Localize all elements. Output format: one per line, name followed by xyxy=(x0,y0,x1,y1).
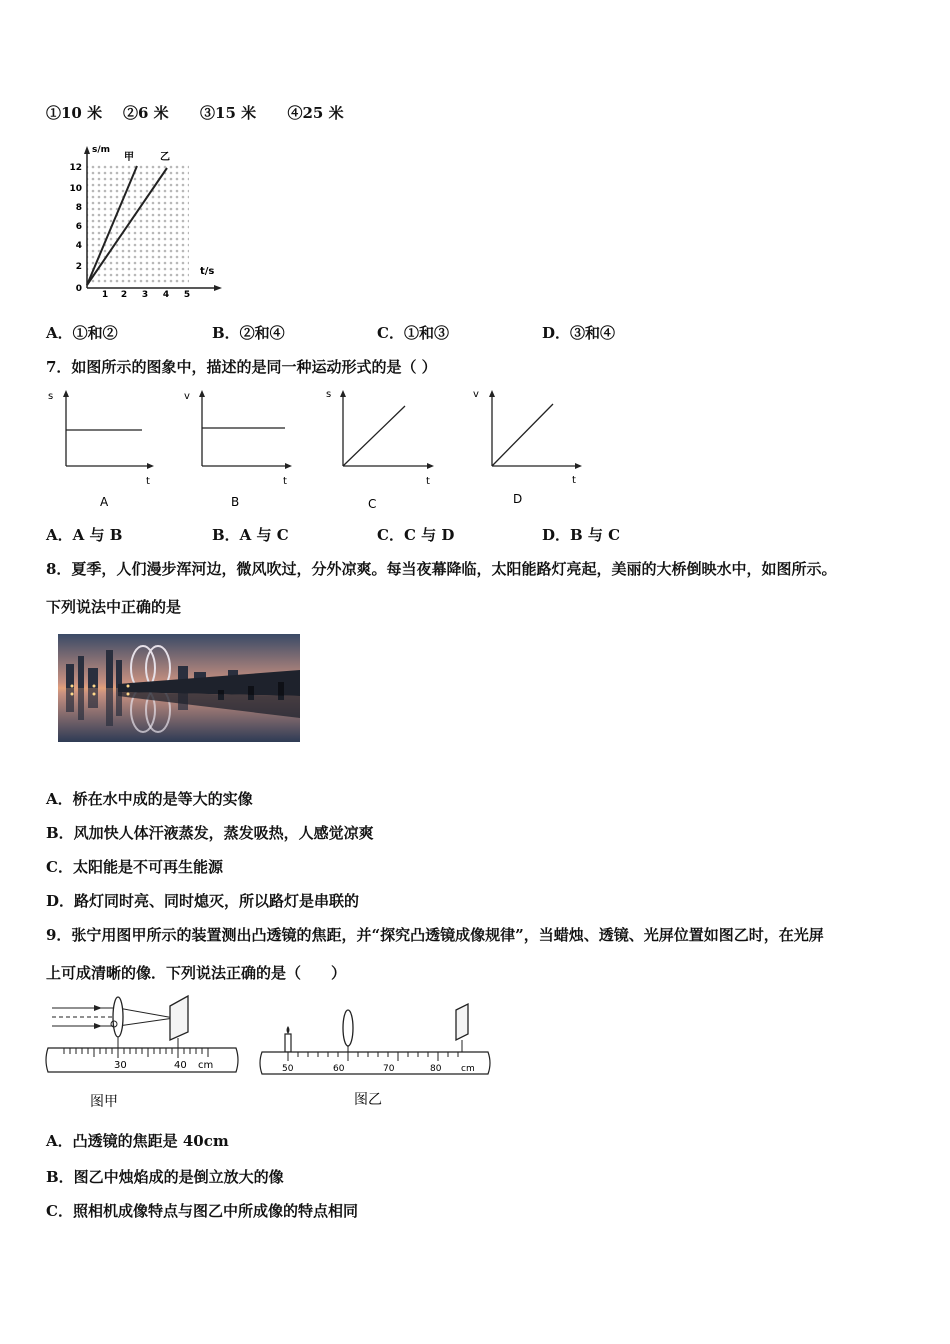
q9-yi-tick-80: 80 xyxy=(430,1064,442,1074)
q9-jia-tick-30: 30 xyxy=(114,1060,127,1071)
q9-yi-tick-50: 50 xyxy=(282,1064,294,1074)
q6-choice-1: ①10 米 xyxy=(46,104,103,122)
q6-choice-4: ④25 米 xyxy=(287,104,344,122)
q6-option-d: D．③和④ xyxy=(542,324,616,342)
q6-xtick-4: 4 xyxy=(162,290,170,300)
q7-d-x-label: t xyxy=(572,475,576,486)
q9-figure-yi xyxy=(256,1000,496,1114)
q9-yi-tick-70: 70 xyxy=(383,1064,395,1074)
q6-xtick-1: 1 xyxy=(101,290,109,300)
q9-option-b: B．图乙中烛焰成的是倒立放大的像 xyxy=(46,1168,284,1186)
q8-option-d: D．路灯同时亮、同时熄灭，所以路灯是串联的 xyxy=(46,892,360,910)
q6-ytick-8: 8 xyxy=(75,203,82,213)
q6-choice-2: ②6 米 xyxy=(123,104,169,122)
q6-y-label: s/m xyxy=(92,145,111,155)
q6-ytick-2: 2 xyxy=(75,262,82,272)
q9-figure-jia xyxy=(44,994,244,1114)
q6-x-label: t/s xyxy=(200,266,215,277)
q8-stem-line-2: 下列说法中正确的是 xyxy=(46,598,182,616)
q7-option-c: C．C 与 D xyxy=(377,526,455,544)
q7-d-caption: D xyxy=(513,492,523,506)
q7-b-x-label: t xyxy=(283,476,287,487)
q7-option-d: D．B 与 C xyxy=(542,526,621,544)
q6-xtick-3: 3 xyxy=(141,290,149,300)
q6-ytick-12: 12 xyxy=(69,163,82,173)
q7-graphs xyxy=(40,384,600,512)
q7-b-y-label: v xyxy=(184,391,190,402)
q8-stem-line-1: 8．夏季，人们漫步浑河边，微风吹过，分外凉爽。每当夜幕降临，太阳能路灯亮起，美丽的大桥倒映水中，如图所示。 xyxy=(46,560,837,578)
q7-c-line xyxy=(343,406,405,466)
q8-option-c: C．太阳能是不可再生能源 xyxy=(46,858,223,876)
q6-xtick-2: 2 xyxy=(120,290,128,300)
q7-a-caption: A xyxy=(100,495,109,509)
q7-a-y-label: s xyxy=(48,391,54,402)
q6-ytick-10: 10 xyxy=(69,184,82,194)
q9-stem-line-2: 上可成清晰的像．下列说法正确的是（ ） xyxy=(46,964,347,982)
q9-jia-tick-40: 40 xyxy=(174,1060,187,1071)
q9-yi-tick-60: 60 xyxy=(333,1064,345,1074)
q9-option-c: C．照相机成像特点与图乙中所成像的特点相同 xyxy=(46,1202,358,1220)
q6-xtick-5: 5 xyxy=(183,290,191,300)
q6-ytick-4: 4 xyxy=(75,241,82,251)
q6-option-b: B．②和④ xyxy=(212,324,285,342)
q7-c-caption: C xyxy=(368,497,377,511)
q7-d-line xyxy=(492,404,553,466)
q9-jia-tick-cm: cm xyxy=(198,1060,214,1071)
q6-label-jia: 甲 xyxy=(124,152,134,163)
q9-stem-line-1: 9．张宁用图甲所示的装置测出凸透镜的焦距，并“探究凸透镜成像规律”，当蜡烛、透镜、光屏位置如图乙时，在光屏 xyxy=(46,926,824,944)
q6-st-graph xyxy=(60,140,230,300)
q8-option-a: A．桥在水中成的是等大的实像 xyxy=(46,790,253,808)
q9-option-a: A．凸透镜的焦距是 40cm xyxy=(46,1132,229,1150)
q6-choices-line xyxy=(46,102,344,123)
q8-option-b: B．风加快人体汗液蒸发，蒸发吸热，人感觉凉爽 xyxy=(46,824,374,842)
q7-c-y-label: s xyxy=(326,389,332,400)
q9-yi-caption: 图乙 xyxy=(354,1092,382,1108)
q7-option-b: B．A 与 C xyxy=(212,526,289,544)
q6-choice-3: ③15 米 xyxy=(200,104,257,122)
q6-grid xyxy=(87,165,189,285)
q9-yi-tick-cm: cm xyxy=(461,1064,475,1074)
q6-option-c: C．①和③ xyxy=(377,324,449,342)
q7-b-caption: B xyxy=(231,495,240,509)
q6-label-yi: 乙 xyxy=(160,152,170,163)
q9-jia-caption: 图甲 xyxy=(90,1094,118,1110)
q6-ytick-6: 6 xyxy=(75,222,82,232)
q8-bridge-photo xyxy=(58,634,300,742)
q7-a-x-label: t xyxy=(146,476,150,487)
q7-option-a: A．A 与 B xyxy=(46,526,123,544)
q6-ytick-0: 0 xyxy=(75,284,82,294)
q7-c-x-label: t xyxy=(426,476,430,487)
q7-d-y-label: v xyxy=(473,389,479,400)
q7-stem: 7．如图所示的图象中，描述的是同一种运动形式的是（ ） xyxy=(46,358,437,376)
q6-option-a: A．①和② xyxy=(46,324,118,342)
